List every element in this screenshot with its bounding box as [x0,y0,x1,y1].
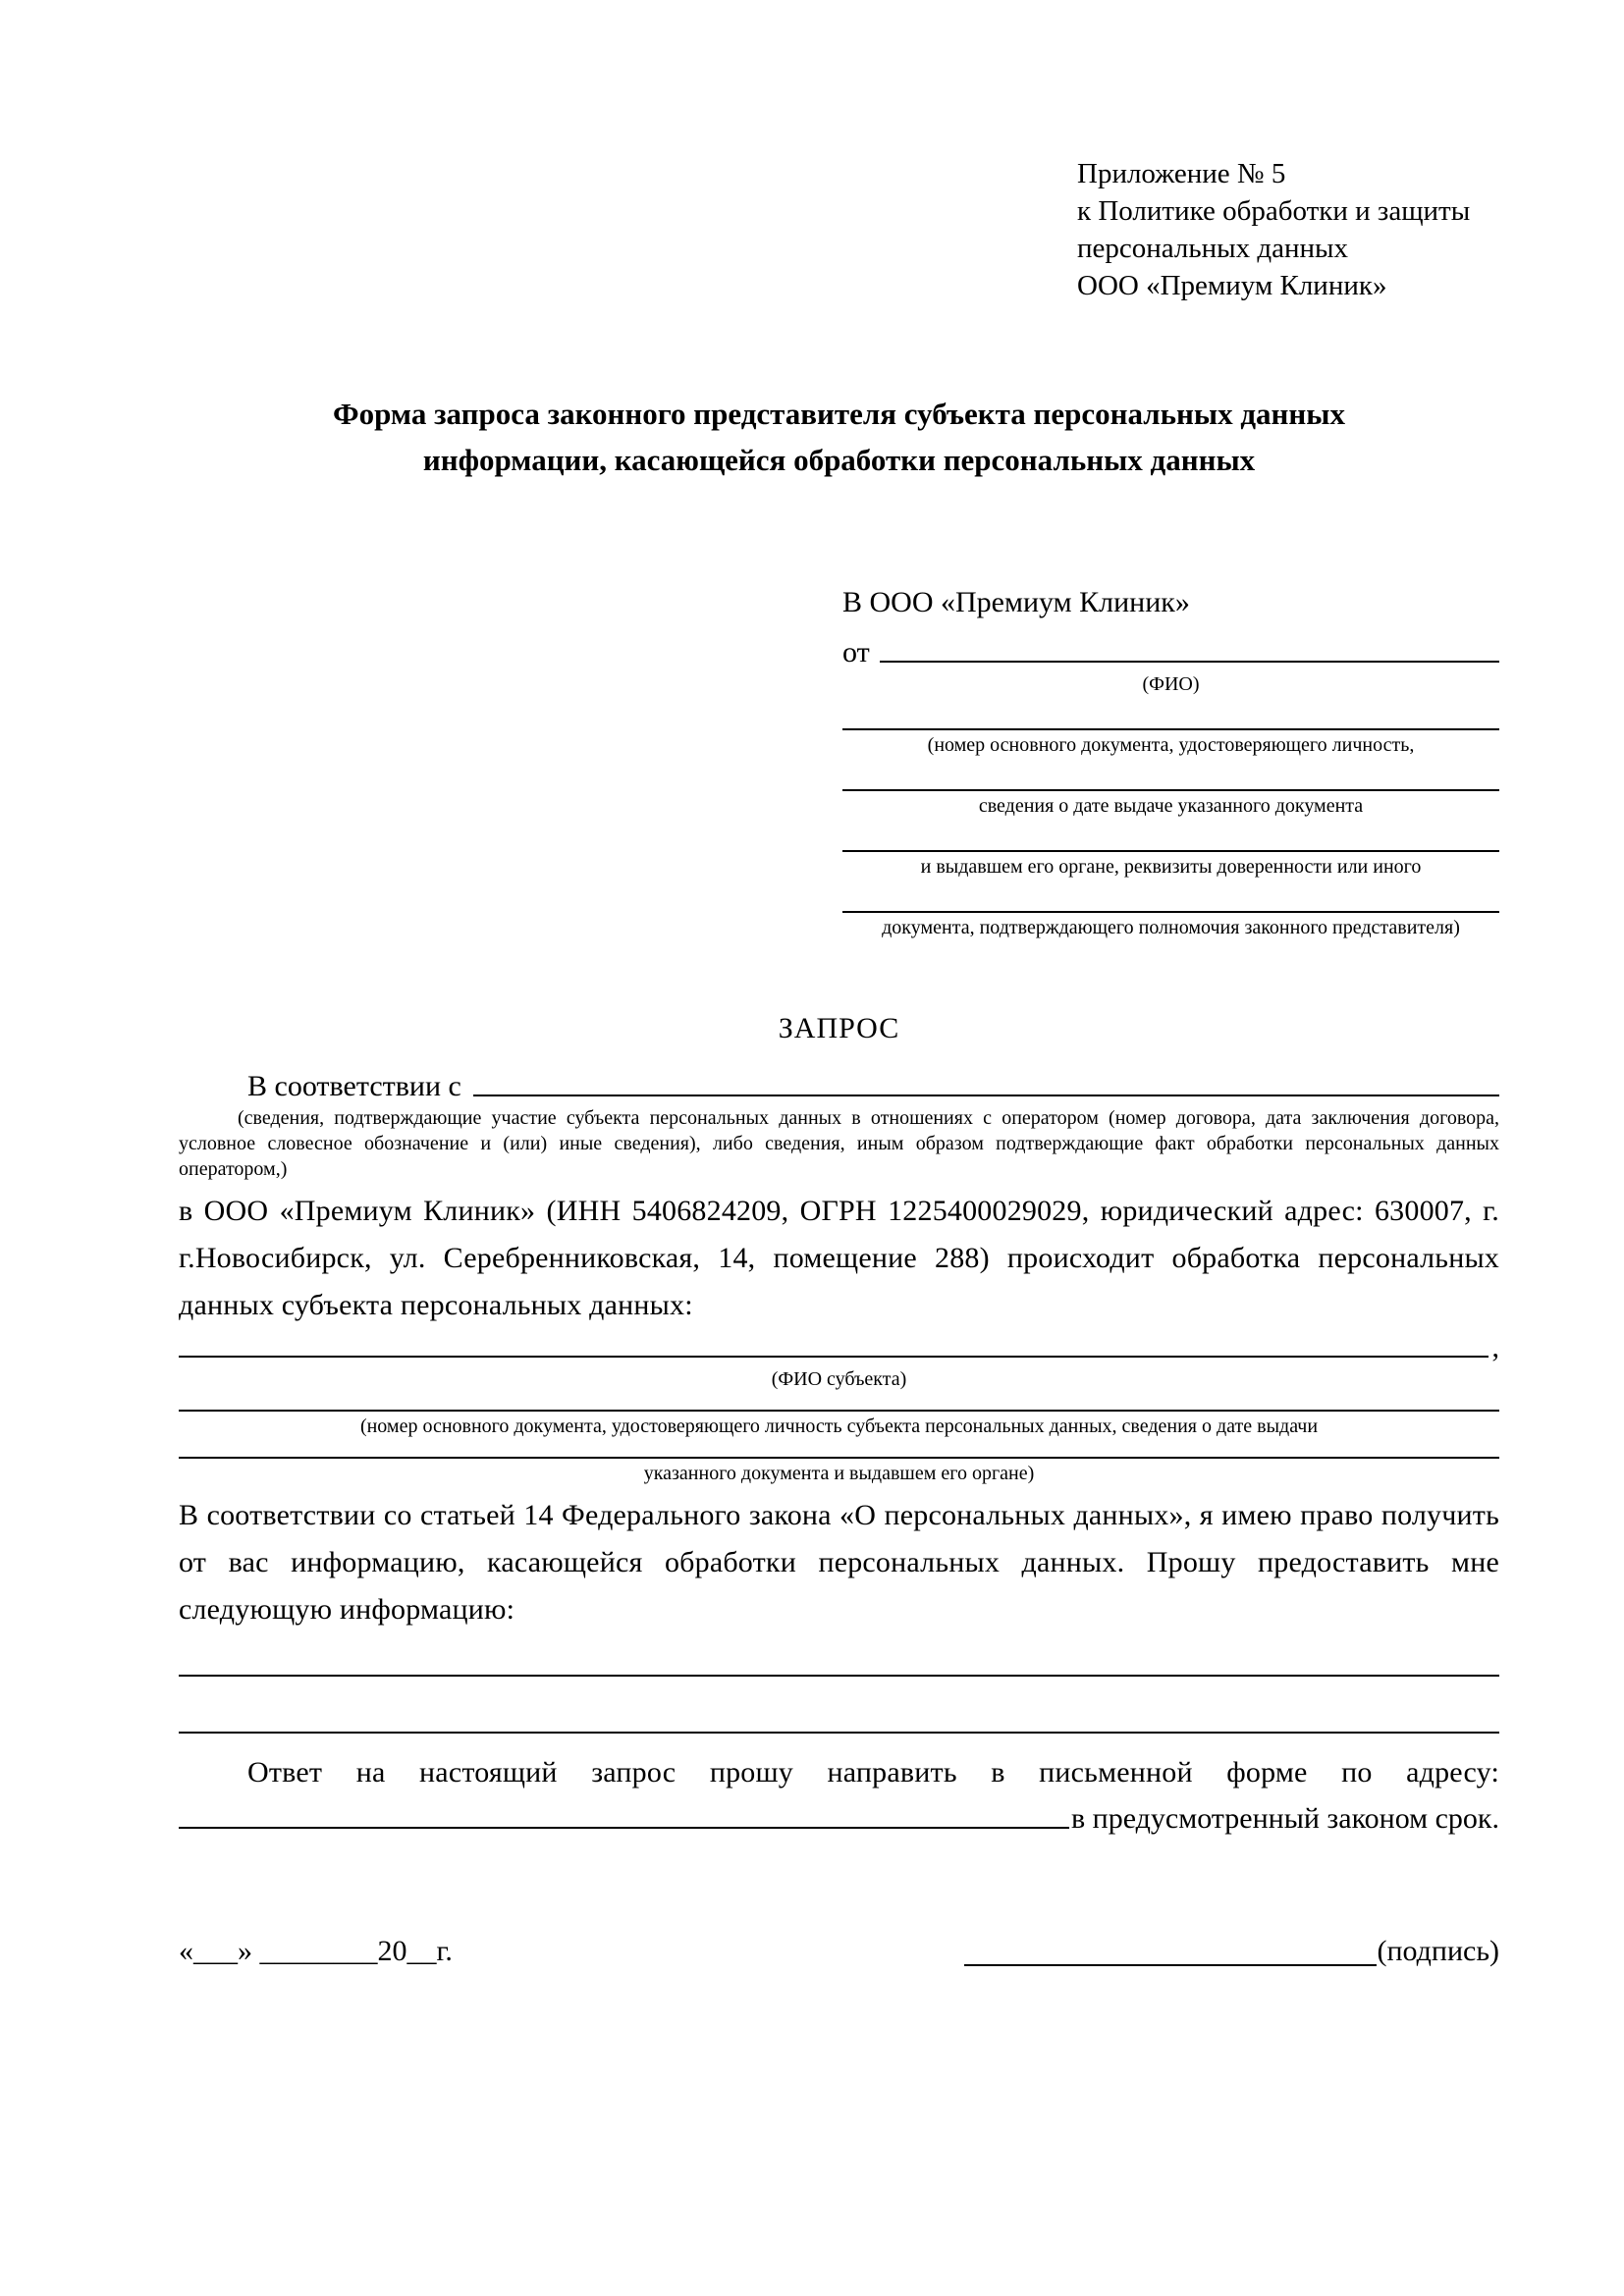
basis-row [179,1058,1499,1103]
representative-doc-caption-4: документа, подтверждающего полномочия законного представителя) [882,917,1460,938]
operator-paragraph: в ООО «Премиум Клиник» (ИНН 5406824209, ОГРН 1225400029029, юридический адрес: 630007, г. г.Новосибирск, ул. Серебренниковская, 14, помещение 288) происходит обработка персональных данных субъекта персональных данных: [179,1195,1499,1321]
form-title: Форма запроса законного представителя субъекта персональных данных информации, касающейся обработки персональных данных [333,397,1345,477]
representative-doc-caption-1: (номер основного документа, удостоверяющего личность, [927,734,1415,756]
representative-doc-line-2 [842,789,1499,791]
info-fill-line-2 [179,1732,1499,1734]
addressee-block [842,581,1499,940]
appendix-line-4: ООО «Премиум Клиник» [1077,270,1387,301]
basis-label: В соответствии с [247,1070,461,1102]
subject-fio-fill-line [179,1356,1489,1358]
appendix-line-3: персональных данных [1077,233,1349,264]
subject-doc-line-1 [179,1410,1499,1412]
info-fill-line-1 [179,1675,1499,1677]
reply-address-row [179,1796,1499,1836]
subject-doc-caption-1: (номер основного документа, удостоверяющего личность субъекта персональных данных, сведения о дате выдачи [359,1415,1319,1437]
representative-doc-line-1 [842,728,1499,730]
signature-fill-line [964,1964,1377,1966]
from-row [842,624,1499,669]
addressee-to: В ООО «Премиум Клиник» [842,586,1190,618]
date-field: «___» ________20__г. [179,1935,453,1967]
representative-doc-caption-2: сведения о дате выдаче указанного документа [978,795,1364,817]
request-heading: ЗАПРОС [778,1012,900,1044]
signature-group [964,1930,1499,1973]
signature-caption: (подпись) [1377,1935,1499,1967]
representative-doc-caption-3: и выдавшем его органе, реквизиты доверенности или иного [920,856,1422,878]
reply-address-fill-line [179,1827,1069,1829]
representative-doc-line-3 [842,850,1499,852]
reply-paragraph: Ответ на настоящий запрос прошу направить в письменной форме по адресу: [247,1756,1499,1789]
representative-doc-line-4 [842,911,1499,913]
appendix-line-2: к Политике обработки и защиты [1077,195,1471,227]
from-fill-line [880,661,1499,663]
subject-doc-line-2 [179,1457,1499,1459]
reply-tail: в предусмотренный законом срок. [1071,1802,1499,1835]
subject-doc-caption-2: указанного документа и выдавшем его органе) [643,1463,1035,1484]
from-label: от [842,636,870,668]
subject-fio-comma: , [1491,1331,1499,1363]
basis-caption: (сведения, подтверждающие участие субъекта персональных данных в отношениях с оператором (номер договора, дата заключения договора, условное словесное обозначение и (или) иные сведения), либо сведения, иным образом подтверждающие факт обработки персональных данных оператором,) [179,1107,1499,1180]
fio-caption: (ФИО) [1142,673,1200,695]
rights-paragraph: В соответствии со статьей 14 Федерального закона «О персональных данных», я имею право получить от вас информацию, касающейся обработки персональных данных. Прошу предоставить мне следующую информацию: [179,1499,1499,1626]
appendix-line-1: Приложение № 5 [1077,158,1286,189]
basis-fill-line [473,1095,1499,1096]
signature-row [179,1930,1499,1973]
subject-fio-row [179,1329,1499,1364]
subject-fio-caption: (ФИО субъекта) [771,1368,907,1390]
document-content [179,0,1499,1973]
